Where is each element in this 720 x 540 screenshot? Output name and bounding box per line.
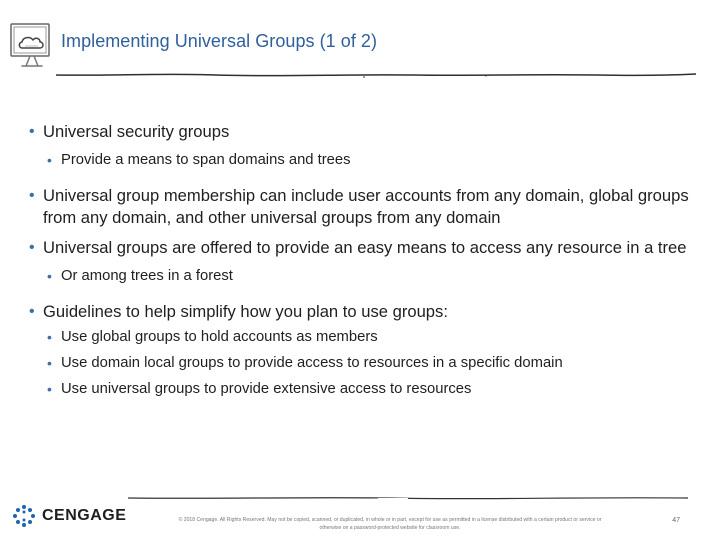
slide-content [29, 121, 694, 398]
subbullet-span-domains: • Provide a means to span domains and trees [47, 151, 694, 169]
slide-number: 47 [672, 517, 680, 524]
page-title: Implementing Universal Groups (1 of 2) [61, 31, 378, 51]
bullet-group-membership: • Universal group membership can include user accounts from any domain, global groups from any domain, and other universal groups from any domain [29, 185, 694, 229]
cengage-logo-icon [12, 504, 36, 528]
bullet-resource-access: • Universal groups are offered to provide an easy means to access any resource in a tree [29, 237, 694, 259]
bullet-guidelines: • Guidelines to help simplify how you plan to use groups: [29, 301, 694, 323]
cengage-logo-text: CENGAGE [42, 507, 127, 524]
footer-divider [128, 494, 688, 502]
title-underline [56, 71, 696, 79]
bullet-universal-security-groups: • Universal security groups [29, 121, 694, 143]
copyright-line-1: © 2018 Cengage. All Rights Reserved. May not be copied, scanned, or duplicated, in whole or in part, except for use as permitted in a license distributed with a certain product or service or [178, 517, 602, 523]
cloud-monitor-icon [8, 18, 56, 70]
subbullet-domain-local-groups: • Use domain local groups to provide access to resources in a specific domain [47, 354, 694, 372]
copyright-line-2: otherwise on a password-protected website for classroom use. [319, 525, 461, 531]
copyright-notice [140, 516, 640, 532]
subbullet-trees-forest: • Or among trees in a forest [47, 267, 694, 285]
cengage-logo [12, 502, 127, 530]
subbullet-universal-groups: • Use universal groups to provide extensive access to resources [47, 380, 694, 398]
subbullet-global-groups: • Use global groups to hold accounts as members [47, 328, 694, 346]
